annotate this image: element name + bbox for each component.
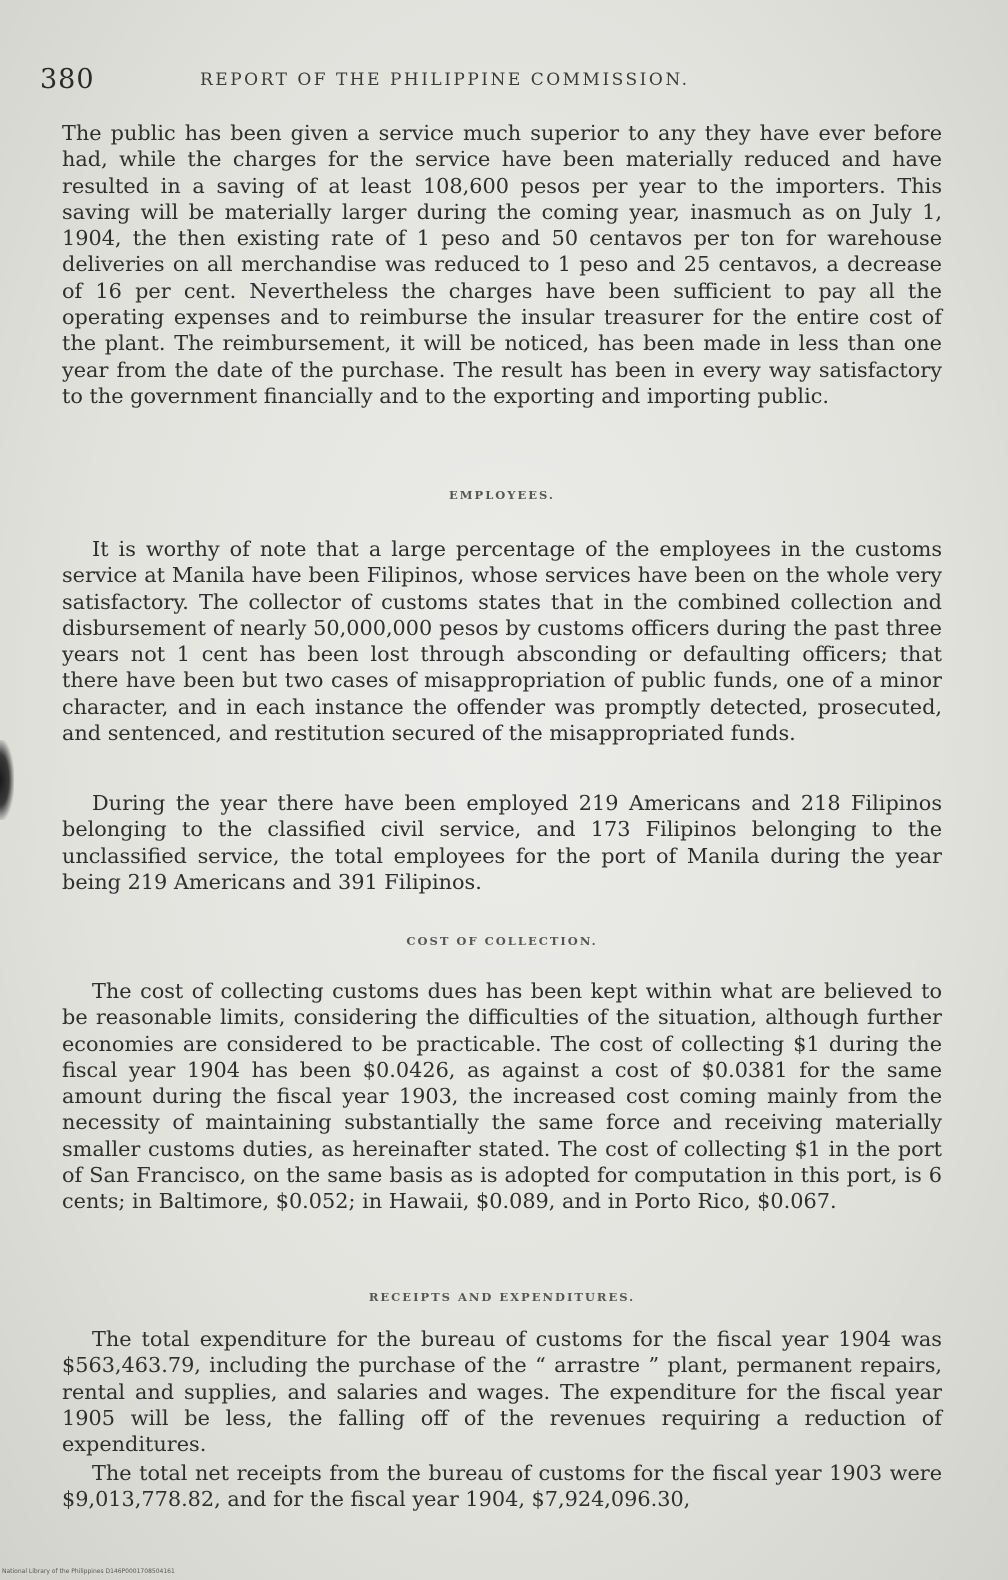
section-heading-receipts-expenditures: RECEIPTS AND EXPENDITURES. [368,1290,636,1304]
paragraph-employees-count: During the year there have been employed 219 Americans and 218 Filipinos belonging to the classified civil service, and 173 Filipinos belonging to the unclassified service, the total employees for the port of Manila during the year being 219 Americans and 391 Filipinos. [62,791,942,894]
section-heading-employees: EMPLOYEES. [449,488,555,502]
running-title: REPORT OF THE PHILIPPINE COMMISSION. [200,70,690,90]
paragraph-cost-of-collection: The cost of collecting customs dues has been kept within what are believed to be reasonable limits, considering the difficulties of the situation, although further economies are considered to be practicable. The cost of collecting $1 during the fiscal year 1904 has been $0.0426, as against a cost of $0.0381 for the same amount during the fiscal year 1903, the increased cost coming mainly from the necessity of maintaining substantially the same force and receiving materially smaller customs duties, as hereinafter stated. The cost of collecting $1 in the port of San Francisco, on the same basis as is adopted for computation in this port, is 6 cents; in Baltimore, $0.052; in Hawaii, $0.089, and in Porto Rico, $0.067. [62,979,942,1214]
paragraph-total-expenditure: The total expenditure for the bureau of customs for the fiscal year 1904 was $563,463.79, including the purchase of the “ arrastre ” plant, permanent repairs, rental and supplies, and salaries and wages. The expenditure for the fiscal year 1905 will be less, the falling off of the revenues requiring a reduction of expenditures. [62,1327,942,1457]
paragraph-arrastre-service: The public has been given a service much superior to any they have ever before had, while the charges for the service have been materially reduced and have resulted in a saving of at least 108,600 pesos per year to the importers. This saving will be materially larger during the coming year, inasmuch as on July 1, 1904, the then existing rate of 1 peso and 50 centavos per ton for warehouse deliveries on all merchandise was reduced to 1 peso and 25 centavos, a decrease of 16 per cent. Nevertheless the charges have been sufficient to pay all the operating expenses and to reimburse the insular treasurer for the entire cost of the plant. The reimbursement, it will be noticed, has been made in less than one year from the date of the purchase. The result has been in every way satisfactory to the government financially and to the exporting and importing public. [62,121,942,408]
page-header [40,64,970,104]
scan-credit-footer: National Library of the Philippines D146P0001708504161 [2,1568,175,1575]
section-heading-cost-of-collection: COST OF COLLECTION. [406,934,598,948]
paragraph-net-receipts: The total net receipts from the bureau of customs for the fiscal year 1903 were $9,013,778.82, and for the fiscal year 1904, $7,924,096.30, [62,1461,942,1512]
binding-edge-shadow [0,740,14,820]
paragraph-employees-filipinos: It is worthy of note that a large percentage of the employees in the customs service at Manila have been Filipinos, whose services have been on the whole very satisfactory. The collector of customs states that in the combined collection and disbursement of nearly 50,000,000 pesos by customs officers during the past three years not 1 cent has been lost through absconding or defaulting officers; that there have been but two cases of misappropriation of public funds, one of a minor character, and in each instance the offender was promptly detected, prosecuted, and sentenced, and restitution secured of the misappropriated funds. [62,537,942,746]
page-number: 380 [40,64,95,95]
